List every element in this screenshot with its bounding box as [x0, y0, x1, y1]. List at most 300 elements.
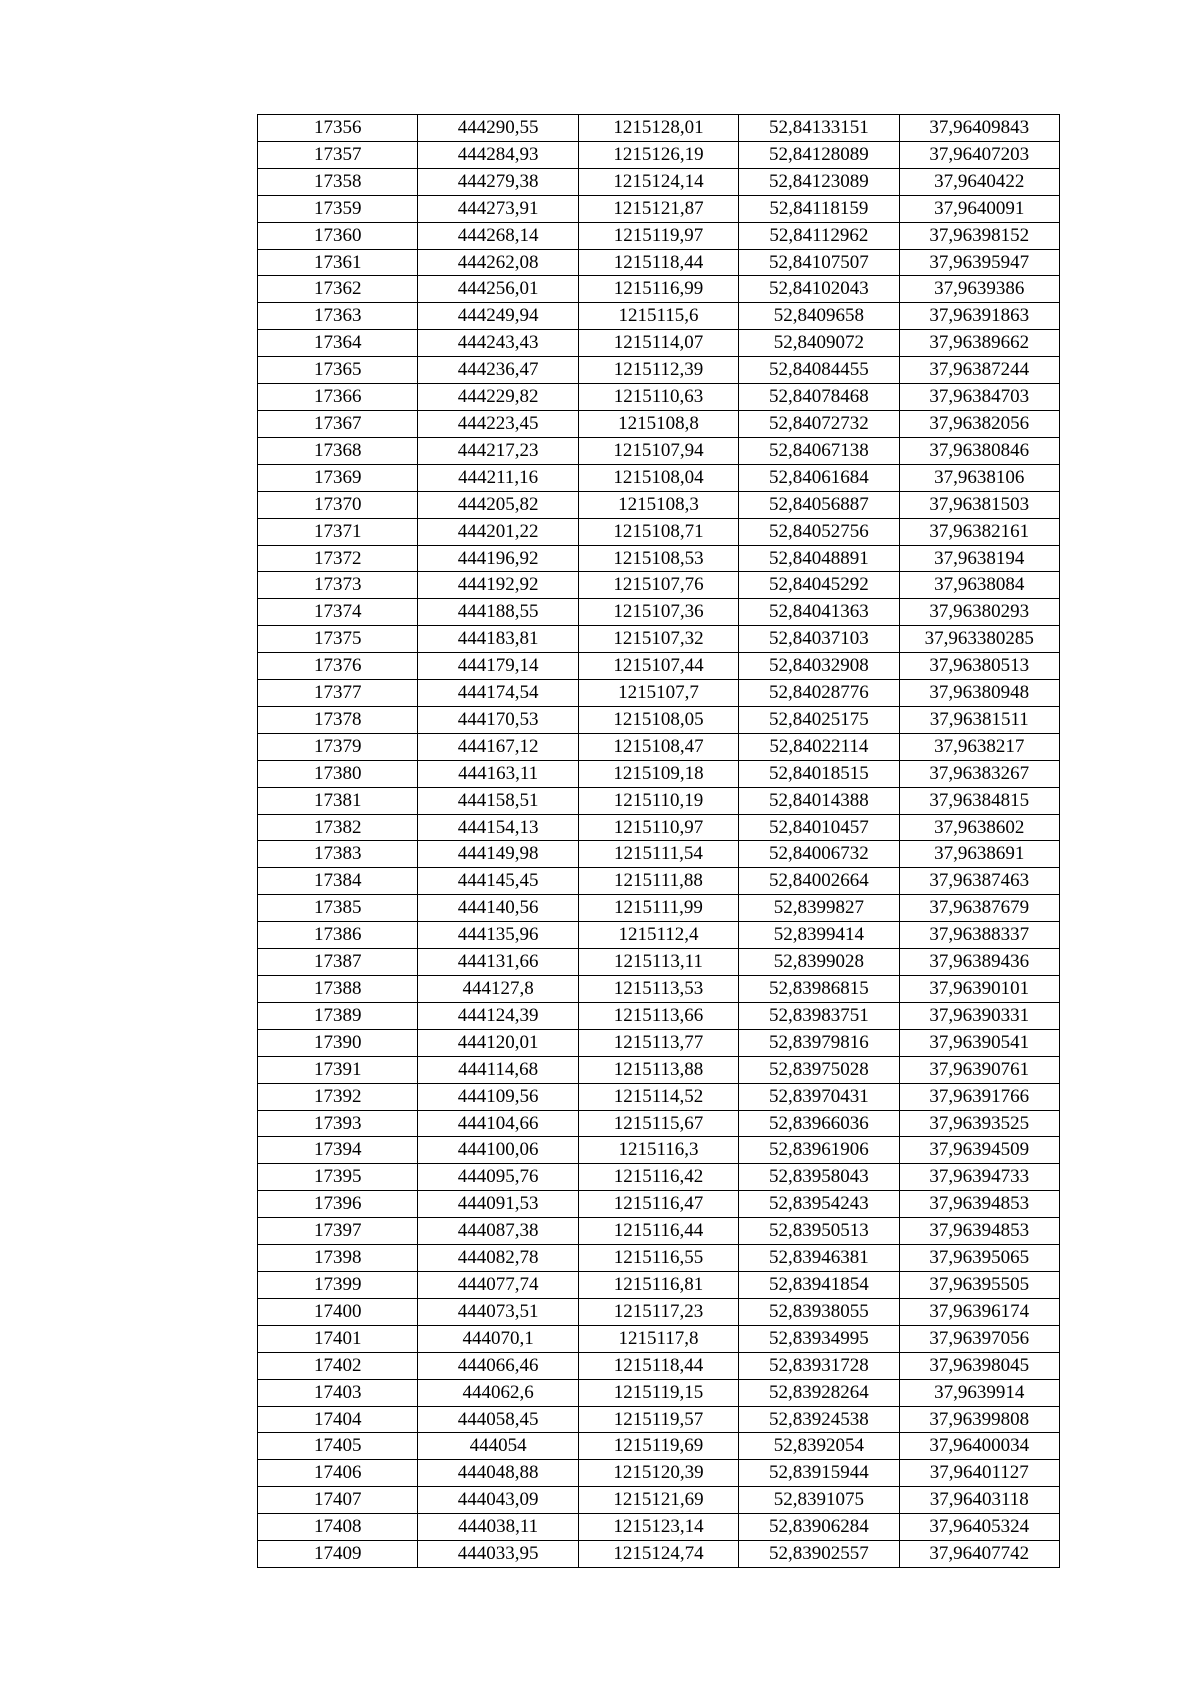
latitude-cell: 52,84052756 [739, 518, 899, 545]
y-coordinate-cell: 1215119,57 [578, 1406, 738, 1433]
table-row [258, 1298, 1060, 1325]
latitude-cell: 52,84028776 [739, 680, 899, 707]
point-number-cell: 17396 [258, 1191, 418, 1218]
y-coordinate-cell: 1215121,87 [578, 195, 738, 222]
longitude-cell: 37,96394509 [899, 1137, 1059, 1164]
y-coordinate-cell: 1215108,8 [578, 410, 738, 437]
longitude-cell: 37,9638106 [899, 464, 1059, 491]
longitude-cell: 37,96390331 [899, 1002, 1059, 1029]
point-number-cell: 17367 [258, 410, 418, 437]
x-coordinate-cell: 444100,06 [418, 1137, 578, 1164]
x-coordinate-cell: 444095,76 [418, 1164, 578, 1191]
longitude-cell: 37,96395065 [899, 1245, 1059, 1272]
longitude-cell: 37,96395947 [899, 249, 1059, 276]
table-row [258, 1487, 1060, 1514]
y-coordinate-cell: 1215115,67 [578, 1110, 738, 1137]
latitude-cell: 52,84067138 [739, 437, 899, 464]
y-coordinate-cell: 1215128,01 [578, 115, 738, 142]
y-coordinate-cell: 1215116,47 [578, 1191, 738, 1218]
point-number-cell: 17373 [258, 572, 418, 599]
y-coordinate-cell: 1215114,07 [578, 330, 738, 357]
table-row [258, 168, 1060, 195]
latitude-cell: 52,83924538 [739, 1406, 899, 1433]
latitude-cell: 52,84102043 [739, 276, 899, 303]
point-number-cell: 17409 [258, 1541, 418, 1568]
point-number-cell: 17358 [258, 168, 418, 195]
point-number-cell: 17393 [258, 1110, 418, 1137]
latitude-cell: 52,8399028 [739, 949, 899, 976]
table-row [258, 1514, 1060, 1541]
point-number-cell: 17406 [258, 1460, 418, 1487]
longitude-cell: 37,96407742 [899, 1541, 1059, 1568]
point-number-cell: 17364 [258, 330, 418, 357]
coordinates-table-body [258, 115, 1060, 1568]
longitude-cell: 37,96381511 [899, 706, 1059, 733]
y-coordinate-cell: 1215113,77 [578, 1029, 738, 1056]
x-coordinate-cell: 444205,82 [418, 491, 578, 518]
x-coordinate-cell: 444188,55 [418, 599, 578, 626]
table-row [258, 1325, 1060, 1352]
table-row [258, 1271, 1060, 1298]
x-coordinate-cell: 444048,88 [418, 1460, 578, 1487]
x-coordinate-cell: 444196,92 [418, 545, 578, 572]
y-coordinate-cell: 1215113,53 [578, 976, 738, 1003]
x-coordinate-cell: 444149,98 [418, 841, 578, 868]
latitude-cell: 52,83915944 [739, 1460, 899, 1487]
point-number-cell: 17357 [258, 141, 418, 168]
table-row [258, 1002, 1060, 1029]
y-coordinate-cell: 1215117,8 [578, 1325, 738, 1352]
y-coordinate-cell: 1215116,3 [578, 1137, 738, 1164]
longitude-cell: 37,96396174 [899, 1298, 1059, 1325]
x-coordinate-cell: 444243,43 [418, 330, 578, 357]
y-coordinate-cell: 1215116,44 [578, 1218, 738, 1245]
y-coordinate-cell: 1215111,99 [578, 895, 738, 922]
y-coordinate-cell: 1215107,7 [578, 680, 738, 707]
latitude-cell: 52,83983751 [739, 1002, 899, 1029]
longitude-cell: 37,96389662 [899, 330, 1059, 357]
table-row [258, 410, 1060, 437]
table-row [258, 222, 1060, 249]
y-coordinate-cell: 1215112,4 [578, 922, 738, 949]
table-row [258, 384, 1060, 411]
y-coordinate-cell: 1215115,6 [578, 303, 738, 330]
y-coordinate-cell: 1215124,74 [578, 1541, 738, 1568]
longitude-cell: 37,96389436 [899, 949, 1059, 976]
latitude-cell: 52,84006732 [739, 841, 899, 868]
latitude-cell: 52,84022114 [739, 733, 899, 760]
x-coordinate-cell: 444236,47 [418, 357, 578, 384]
longitude-cell: 37,9638194 [899, 545, 1059, 572]
point-number-cell: 17369 [258, 464, 418, 491]
table-row [258, 518, 1060, 545]
table-row [258, 599, 1060, 626]
x-coordinate-cell: 444070,1 [418, 1325, 578, 1352]
latitude-cell: 52,83979816 [739, 1029, 899, 1056]
point-number-cell: 17385 [258, 895, 418, 922]
x-coordinate-cell: 444273,91 [418, 195, 578, 222]
table-row [258, 1433, 1060, 1460]
table-row [258, 545, 1060, 572]
point-number-cell: 17372 [258, 545, 418, 572]
point-number-cell: 17359 [258, 195, 418, 222]
latitude-cell: 52,83902557 [739, 1541, 899, 1568]
point-number-cell: 17398 [258, 1245, 418, 1272]
y-coordinate-cell: 1215119,69 [578, 1433, 738, 1460]
latitude-cell: 52,83961906 [739, 1137, 899, 1164]
latitude-cell: 52,8391075 [739, 1487, 899, 1514]
longitude-cell: 37,96393525 [899, 1110, 1059, 1137]
latitude-cell: 52,83986815 [739, 976, 899, 1003]
y-coordinate-cell: 1215108,3 [578, 491, 738, 518]
longitude-cell: 37,96394853 [899, 1191, 1059, 1218]
y-coordinate-cell: 1215118,44 [578, 1352, 738, 1379]
latitude-cell: 52,84078468 [739, 384, 899, 411]
latitude-cell: 52,84010457 [739, 814, 899, 841]
point-number-cell: 17394 [258, 1137, 418, 1164]
longitude-cell: 37,96380293 [899, 599, 1059, 626]
y-coordinate-cell: 1215116,81 [578, 1271, 738, 1298]
table-row [258, 115, 1060, 142]
table-row [258, 1164, 1060, 1191]
y-coordinate-cell: 1215110,63 [578, 384, 738, 411]
longitude-cell: 37,96390761 [899, 1056, 1059, 1083]
y-coordinate-cell: 1215116,55 [578, 1245, 738, 1272]
y-coordinate-cell: 1215108,04 [578, 464, 738, 491]
longitude-cell: 37,96390101 [899, 976, 1059, 1003]
longitude-cell: 37,9640091 [899, 195, 1059, 222]
table-row [258, 976, 1060, 1003]
latitude-cell: 52,83938055 [739, 1298, 899, 1325]
latitude-cell: 52,84037103 [739, 626, 899, 653]
x-coordinate-cell: 444262,08 [418, 249, 578, 276]
longitude-cell: 37,96398152 [899, 222, 1059, 249]
point-number-cell: 17368 [258, 437, 418, 464]
table-row [258, 1191, 1060, 1218]
latitude-cell: 52,83970431 [739, 1083, 899, 1110]
y-coordinate-cell: 1215124,14 [578, 168, 738, 195]
longitude-cell: 37,96387679 [899, 895, 1059, 922]
latitude-cell: 52,84112962 [739, 222, 899, 249]
latitude-cell: 52,84048891 [739, 545, 899, 572]
x-coordinate-cell: 444091,53 [418, 1191, 578, 1218]
table-row [258, 1245, 1060, 1272]
x-coordinate-cell: 444145,45 [418, 868, 578, 895]
x-coordinate-cell: 444135,96 [418, 922, 578, 949]
x-coordinate-cell: 444054 [418, 1433, 578, 1460]
y-coordinate-cell: 1215110,19 [578, 787, 738, 814]
table-row [258, 1541, 1060, 1568]
x-coordinate-cell: 444223,45 [418, 410, 578, 437]
table-row [258, 949, 1060, 976]
latitude-cell: 52,8409072 [739, 330, 899, 357]
longitude-cell: 37,96380846 [899, 437, 1059, 464]
x-coordinate-cell: 444179,14 [418, 653, 578, 680]
latitude-cell: 52,83966036 [739, 1110, 899, 1137]
point-number-cell: 17379 [258, 733, 418, 760]
point-number-cell: 17381 [258, 787, 418, 814]
y-coordinate-cell: 1215107,94 [578, 437, 738, 464]
x-coordinate-cell: 444131,66 [418, 949, 578, 976]
point-number-cell: 17363 [258, 303, 418, 330]
table-row [258, 706, 1060, 733]
y-coordinate-cell: 1215118,44 [578, 249, 738, 276]
y-coordinate-cell: 1215111,88 [578, 868, 738, 895]
longitude-cell: 37,96394733 [899, 1164, 1059, 1191]
x-coordinate-cell: 444158,51 [418, 787, 578, 814]
y-coordinate-cell: 1215113,11 [578, 949, 738, 976]
longitude-cell: 37,9639914 [899, 1379, 1059, 1406]
y-coordinate-cell: 1215108,53 [578, 545, 738, 572]
point-number-cell: 17361 [258, 249, 418, 276]
y-coordinate-cell: 1215116,42 [578, 1164, 738, 1191]
y-coordinate-cell: 1215107,76 [578, 572, 738, 599]
x-coordinate-cell: 444124,39 [418, 1002, 578, 1029]
x-coordinate-cell: 444109,56 [418, 1083, 578, 1110]
longitude-cell: 37,96391863 [899, 303, 1059, 330]
x-coordinate-cell: 444038,11 [418, 1514, 578, 1541]
point-number-cell: 17391 [258, 1056, 418, 1083]
longitude-cell: 37,96401127 [899, 1460, 1059, 1487]
longitude-cell: 37,9640422 [899, 168, 1059, 195]
latitude-cell: 52,8392054 [739, 1433, 899, 1460]
x-coordinate-cell: 444127,8 [418, 976, 578, 1003]
longitude-cell: 37,9638217 [899, 733, 1059, 760]
x-coordinate-cell: 444104,66 [418, 1110, 578, 1137]
x-coordinate-cell: 444192,92 [418, 572, 578, 599]
longitude-cell: 37,96400034 [899, 1433, 1059, 1460]
longitude-cell: 37,96405324 [899, 1514, 1059, 1541]
y-coordinate-cell: 1215107,44 [578, 653, 738, 680]
longitude-cell: 37,96403118 [899, 1487, 1059, 1514]
x-coordinate-cell: 444033,95 [418, 1541, 578, 1568]
y-coordinate-cell: 1215119,15 [578, 1379, 738, 1406]
x-coordinate-cell: 444087,38 [418, 1218, 578, 1245]
table-row [258, 572, 1060, 599]
longitude-cell: 37,96384815 [899, 787, 1059, 814]
latitude-cell: 52,83931728 [739, 1352, 899, 1379]
y-coordinate-cell: 1215113,66 [578, 1002, 738, 1029]
table-row [258, 330, 1060, 357]
point-number-cell: 17386 [258, 922, 418, 949]
point-number-cell: 17378 [258, 706, 418, 733]
y-coordinate-cell: 1215126,19 [578, 141, 738, 168]
latitude-cell: 52,84128089 [739, 141, 899, 168]
longitude-cell: 37,96397056 [899, 1325, 1059, 1352]
longitude-cell: 37,96394853 [899, 1218, 1059, 1245]
y-coordinate-cell: 1215119,97 [578, 222, 738, 249]
point-number-cell: 17400 [258, 1298, 418, 1325]
longitude-cell: 37,96390541 [899, 1029, 1059, 1056]
table-row [258, 626, 1060, 653]
latitude-cell: 52,84118159 [739, 195, 899, 222]
latitude-cell: 52,8409658 [739, 303, 899, 330]
x-coordinate-cell: 444082,78 [418, 1245, 578, 1272]
x-coordinate-cell: 444066,46 [418, 1352, 578, 1379]
x-coordinate-cell: 444140,56 [418, 895, 578, 922]
point-number-cell: 17374 [258, 599, 418, 626]
latitude-cell: 52,83934995 [739, 1325, 899, 1352]
latitude-cell: 52,83954243 [739, 1191, 899, 1218]
latitude-cell: 52,83928264 [739, 1379, 899, 1406]
x-coordinate-cell: 444268,14 [418, 222, 578, 249]
longitude-cell: 37,96395505 [899, 1271, 1059, 1298]
latitude-cell: 52,84002664 [739, 868, 899, 895]
table-row [258, 1029, 1060, 1056]
y-coordinate-cell: 1215107,36 [578, 599, 738, 626]
point-number-cell: 17389 [258, 1002, 418, 1029]
x-coordinate-cell: 444183,81 [418, 626, 578, 653]
point-number-cell: 17380 [258, 760, 418, 787]
longitude-cell: 37,9638602 [899, 814, 1059, 841]
table-row [258, 1056, 1060, 1083]
point-number-cell: 17403 [258, 1379, 418, 1406]
x-coordinate-cell: 444284,93 [418, 141, 578, 168]
x-coordinate-cell: 444077,74 [418, 1271, 578, 1298]
table-row [258, 276, 1060, 303]
coordinates-table [257, 114, 1060, 1568]
longitude-cell: 37,963380285 [899, 626, 1059, 653]
point-number-cell: 17375 [258, 626, 418, 653]
table-row [258, 1379, 1060, 1406]
table-row [258, 249, 1060, 276]
table-row [258, 1460, 1060, 1487]
x-coordinate-cell: 444170,53 [418, 706, 578, 733]
x-coordinate-cell: 444154,13 [418, 814, 578, 841]
point-number-cell: 17395 [258, 1164, 418, 1191]
latitude-cell: 52,84084455 [739, 357, 899, 384]
latitude-cell: 52,8399827 [739, 895, 899, 922]
table-row [258, 653, 1060, 680]
point-number-cell: 17388 [258, 976, 418, 1003]
point-number-cell: 17401 [258, 1325, 418, 1352]
table-row [258, 437, 1060, 464]
latitude-cell: 52,83958043 [739, 1164, 899, 1191]
latitude-cell: 52,83906284 [739, 1514, 899, 1541]
y-coordinate-cell: 1215113,88 [578, 1056, 738, 1083]
longitude-cell: 37,9639386 [899, 276, 1059, 303]
x-coordinate-cell: 444073,51 [418, 1298, 578, 1325]
y-coordinate-cell: 1215108,47 [578, 733, 738, 760]
table-row [258, 1218, 1060, 1245]
latitude-cell: 52,84032908 [739, 653, 899, 680]
y-coordinate-cell: 1215111,54 [578, 841, 738, 868]
point-number-cell: 17387 [258, 949, 418, 976]
x-coordinate-cell: 444279,38 [418, 168, 578, 195]
longitude-cell: 37,96380513 [899, 653, 1059, 680]
table-row [258, 1110, 1060, 1137]
longitude-cell: 37,96383267 [899, 760, 1059, 787]
point-number-cell: 17360 [258, 222, 418, 249]
point-number-cell: 17382 [258, 814, 418, 841]
longitude-cell: 37,9638691 [899, 841, 1059, 868]
point-number-cell: 17404 [258, 1406, 418, 1433]
y-coordinate-cell: 1215107,32 [578, 626, 738, 653]
table-row [258, 464, 1060, 491]
longitude-cell: 37,96407203 [899, 141, 1059, 168]
y-coordinate-cell: 1215109,18 [578, 760, 738, 787]
point-number-cell: 17390 [258, 1029, 418, 1056]
x-coordinate-cell: 444229,82 [418, 384, 578, 411]
table-row [258, 787, 1060, 814]
point-number-cell: 17371 [258, 518, 418, 545]
x-coordinate-cell: 444043,09 [418, 1487, 578, 1514]
table-row [258, 1352, 1060, 1379]
x-coordinate-cell: 444290,55 [418, 115, 578, 142]
point-number-cell: 17362 [258, 276, 418, 303]
table-row [258, 195, 1060, 222]
latitude-cell: 52,8399414 [739, 922, 899, 949]
x-coordinate-cell: 444174,54 [418, 680, 578, 707]
point-number-cell: 17356 [258, 115, 418, 142]
longitude-cell: 37,96387244 [899, 357, 1059, 384]
table-row [258, 680, 1060, 707]
point-number-cell: 17383 [258, 841, 418, 868]
latitude-cell: 52,84056887 [739, 491, 899, 518]
x-coordinate-cell: 444062,6 [418, 1379, 578, 1406]
y-coordinate-cell: 1215114,52 [578, 1083, 738, 1110]
point-number-cell: 17365 [258, 357, 418, 384]
point-number-cell: 17384 [258, 868, 418, 895]
table-row [258, 303, 1060, 330]
y-coordinate-cell: 1215110,97 [578, 814, 738, 841]
longitude-cell: 37,96384703 [899, 384, 1059, 411]
table-row [258, 922, 1060, 949]
table-row [258, 1137, 1060, 1164]
y-coordinate-cell: 1215120,39 [578, 1460, 738, 1487]
latitude-cell: 52,83946381 [739, 1245, 899, 1272]
y-coordinate-cell: 1215121,69 [578, 1487, 738, 1514]
latitude-cell: 52,84041363 [739, 599, 899, 626]
x-coordinate-cell: 444249,94 [418, 303, 578, 330]
point-number-cell: 17392 [258, 1083, 418, 1110]
longitude-cell: 37,96398045 [899, 1352, 1059, 1379]
table-row [258, 491, 1060, 518]
point-number-cell: 17377 [258, 680, 418, 707]
longitude-cell: 37,96381503 [899, 491, 1059, 518]
latitude-cell: 52,84072732 [739, 410, 899, 437]
longitude-cell: 37,96382161 [899, 518, 1059, 545]
latitude-cell: 52,84014388 [739, 787, 899, 814]
x-coordinate-cell: 444058,45 [418, 1406, 578, 1433]
latitude-cell: 52,84018515 [739, 760, 899, 787]
longitude-cell: 37,96387463 [899, 868, 1059, 895]
point-number-cell: 17402 [258, 1352, 418, 1379]
table-row [258, 895, 1060, 922]
y-coordinate-cell: 1215116,99 [578, 276, 738, 303]
table-row [258, 357, 1060, 384]
x-coordinate-cell: 444163,11 [418, 760, 578, 787]
point-number-cell: 17376 [258, 653, 418, 680]
y-coordinate-cell: 1215108,05 [578, 706, 738, 733]
table-row [258, 841, 1060, 868]
point-number-cell: 17405 [258, 1433, 418, 1460]
table-row [258, 814, 1060, 841]
point-number-cell: 17397 [258, 1218, 418, 1245]
point-number-cell: 17366 [258, 384, 418, 411]
table-row [258, 1406, 1060, 1433]
point-number-cell: 17370 [258, 491, 418, 518]
table-row [258, 868, 1060, 895]
latitude-cell: 52,83941854 [739, 1271, 899, 1298]
x-coordinate-cell: 444256,01 [418, 276, 578, 303]
longitude-cell: 37,96409843 [899, 115, 1059, 142]
y-coordinate-cell: 1215112,39 [578, 357, 738, 384]
table-row [258, 733, 1060, 760]
x-coordinate-cell: 444120,01 [418, 1029, 578, 1056]
longitude-cell: 37,96391766 [899, 1083, 1059, 1110]
latitude-cell: 52,84123089 [739, 168, 899, 195]
